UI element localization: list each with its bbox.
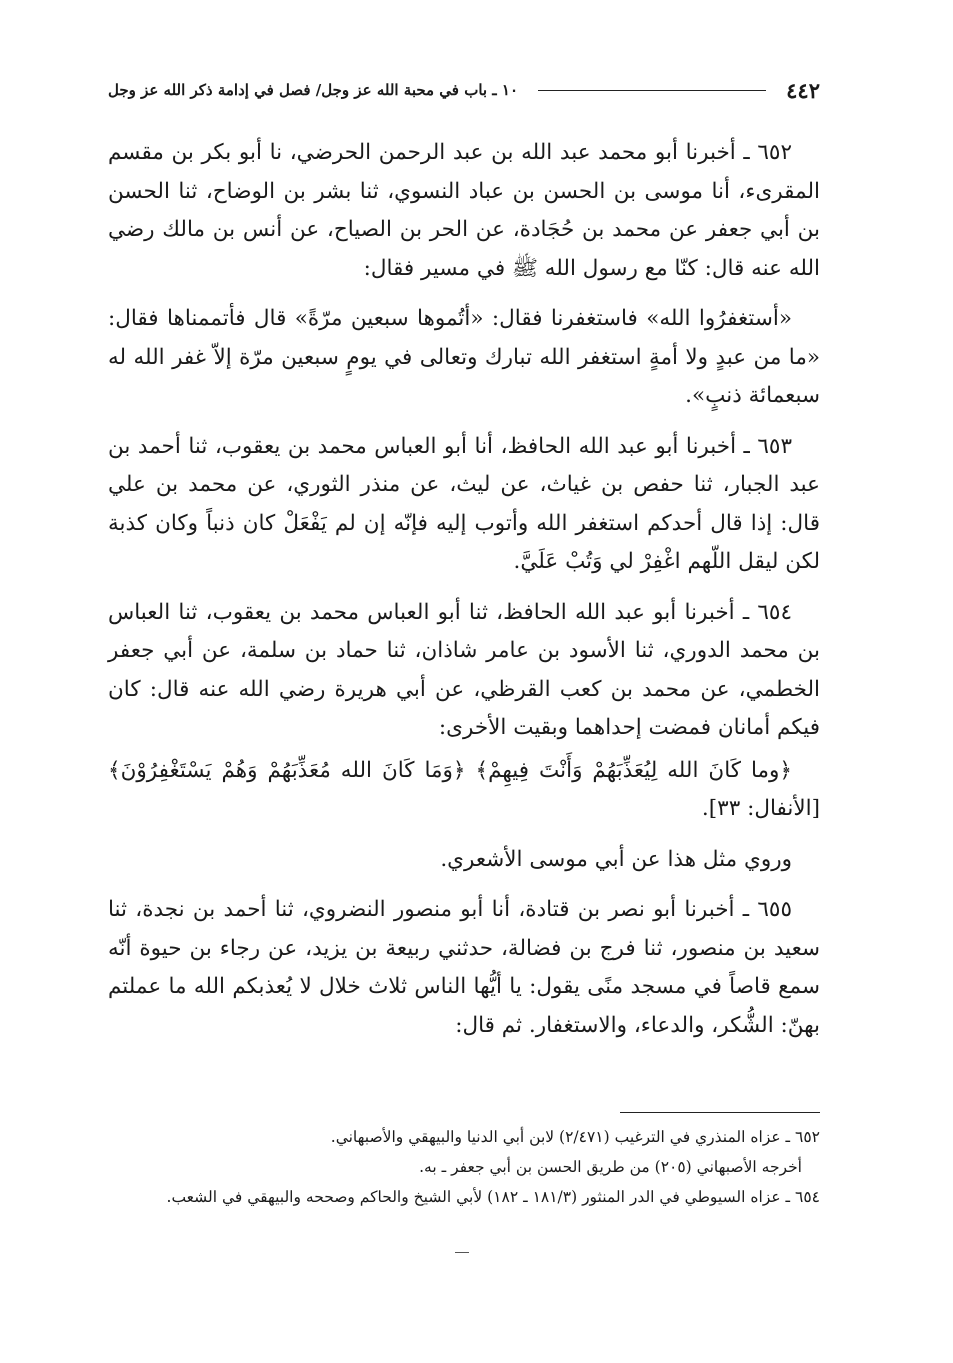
paragraph-hadith-652: ٦٥٢ ـ أخبرنا أبو محمد عبد الله بن عبد الرحمن الحرضي، نا أبو بكر بن مقسم المقرىء، أنا موسى بن الحسن بن عباد النسوي، ثنا بشر بن الوضاح، ثنا الحسن بن أبي جعفر عن محمد بن حُجَادة، عن الحر بن الصياح، عن أنس بن مالك رضي الله عنه قال: كنّا مع رسول الله ﷺ في مسير فقال:	[108, 140, 820, 281]
paragraph-hadith-654: ٦٥٤ ـ أخبرنا أبو عبد الله الحافظ، ثنا أبو العباس محمد بن يعقوب، ثنا العباس بن محمد الدوري، ثنا الأسود بن عامر شاذان، ثنا حماد بن سلمة، عن أبي جعفر الخطمي، عن محمد بن كعب القرظي، عن أبي هريرة رضي الله عنه قال: كان فيكم أمانان فمضت إحداهما وبقيت الأخرى:	[108, 599, 820, 740]
paragraph-quran-quote: ﴿وما كَانَ الله لِيُعَذِّبَهُمْ وَأَنْتَ فِيهِمْ﴾ ﴿وَمَا كَانَ الله مُعَذِّبَهُمْ وَهُمْ يَسْتَغْفِرُوْنَ﴾ [الأنفال: ٣٣].	[108, 757, 820, 821]
footnote-separator	[620, 1112, 820, 1113]
paragraph-hadith-652-continued: «أستغفرُوا الله» فاستغفرنا فقال: «أتُموها سبعين مرّةً» قال فأتممناها فقال: «ما من عبدٍ ولا أمةٍ استغفر الله تبارك وتعالى في يومٍ سبعين مرّة إلاّ غفر الله له سبعمائة ذنبٍ».	[108, 306, 820, 408]
chapter-title: ١٠ ـ باب في محبة الله عز وجل/ فصل في إدامة ذكر الله عز وجل	[108, 81, 519, 99]
footnote-652-extra: أخرجه الأصبهاني (٢٠٥) من طريق الحسن بن أبي جعفر ـ به.	[419, 1158, 802, 1176]
paragraph-hadith-653: ٦٥٣ ـ أخبرنا أبو عبد الله الحافظ، أنا أبو العباس محمد بن يعقوب، ثنا أحمد بن عبد الجبار، ثنا حفص بن غياث، عن ليث، عن منذر الثوري، عن محمد بن علي قال: إذا قال أحدكم استغفر الله وأتوب إليه فإنّه إن لم يَفْعَلْ كان ذنباً وكان كذبة لكن ليقل اللّهم اغْفِرْ لي وَتُبْ عَلَيَّ.	[108, 433, 820, 574]
paragraph-hadith-655: ٦٥٥ ـ أخبرنا أبو نصر بن قتادة، أنا أبو منصور النضروي، ثنا أحمد بن نجدة، ثنا سعيد بن منصور، ثنا فرج بن فضالة، حدثني ربيعة بن يزيد، عن رجاء بن حيوة أنّه سمع قاصاً في مسجد منًى يقول: يا أيُّها الناس ثلاث خلال لا يُعذبكم الله ما عملتم بهنّ: الشُّكر، والدعاء، والاستغفار. ثم قال:	[108, 897, 820, 1038]
header-rule	[538, 90, 766, 91]
paragraph-narration-note: وروي مثل هذا عن أبي موسى الأشعري.	[440, 846, 792, 872]
footnote-652: ٦٥٢ ـ عزاه المنذري في الترغيب (٢/٤٧١) لابن أبي الدنيا والبيهقي والأصبهاني.	[330, 1128, 820, 1146]
bottom-mark	[455, 1252, 469, 1253]
page-number: ٤٤٢	[786, 77, 820, 103]
running-header	[108, 76, 820, 104]
footnotes	[108, 1124, 820, 1214]
footnote-654: ٦٥٤ ـ عزاه السيوطي في الدر المنثور (١٨١/٣ ـ ١٨٢) لأبي الشيخ والحاكم وصححه والبيهقي في الشعب.	[166, 1188, 820, 1206]
main-text	[108, 134, 820, 1057]
